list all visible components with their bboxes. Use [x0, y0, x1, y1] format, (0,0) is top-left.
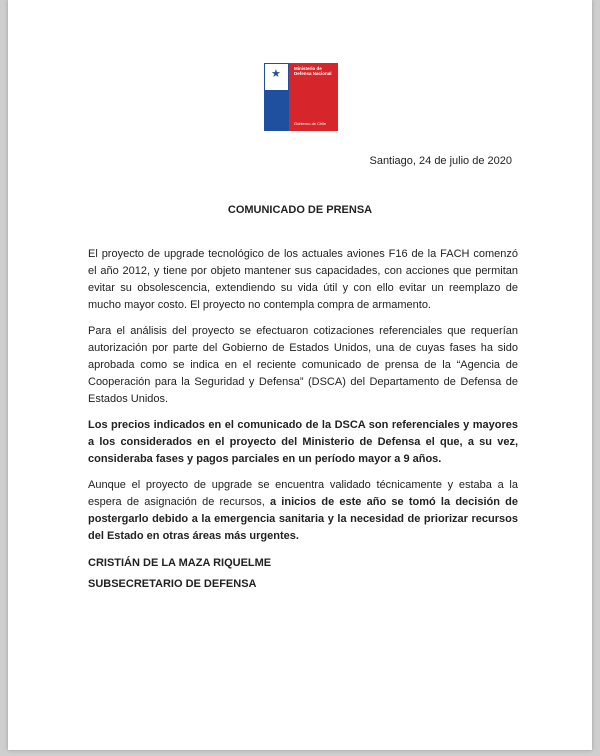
document-page: [8, 0, 592, 750]
paragraph-4-plain: Aunque el proyecto de upgrade se encuentra validado técnicamente y estaba a la espera de asignación de recursos,: [88, 479, 518, 508]
ministry-logo: [264, 63, 338, 131]
paragraph-4-bold: a inicios de este año se tomó la decisión de postergarlo debido a la emergencia sanitaria y la necesidad de priorizar recursos del Estado en otras áreas más urgentes.: [88, 496, 518, 542]
paragraph-1: El proyecto de upgrade tecnológico de los actuales aviones F16 de la FACH comenzó el año 2012, y tiene por objeto mantener sus capacidades, con acciones que permitan evitar su obsolescencia, extendiendo su vida útil y con ello evitar un reemplazo de mucho mayor costo. El proyecto no contempla compra de armamento.: [88, 248, 518, 311]
document-date: Santiago, 24 de julio de 2020: [369, 155, 512, 167]
logo-title: Ministerio de Defensa Nacional: [294, 66, 332, 76]
paragraph-3: Los precios indicados en el comunicado de la DSCA son referenciales y mayores a los considerados en el proyecto del Ministerio de Defensa el que, a su vez, consideraba fases y pagos parciales en un período mayor a 9 años.: [88, 419, 518, 465]
star-icon: ★: [271, 68, 281, 80]
signature-name: CRISTIÁN DE LA MAZA RIQUELME: [88, 557, 272, 569]
signature-title: SUBSECRETARIO DE DEFENSA: [88, 578, 257, 590]
logo-subtitle: Gobierno de Chile: [294, 121, 327, 126]
paragraph-4: [88, 477, 518, 545]
document-heading: COMUNICADO DE PRENSA: [227, 204, 373, 216]
document-body: [88, 246, 518, 554]
paragraph-2: Para el análisis del proyecto se efectuaron cotizaciones referenciales que requerían autorización por parte del Gobierno de Estados Unidos, una de cuyas fases ha sido aprobada como se indica en el reciente comunicado de prensa de la “Agencia de Cooperación para la Seguridad y Defensa” (DSCA) del Departamento de Defensa de Estados Unidos.: [88, 325, 518, 405]
